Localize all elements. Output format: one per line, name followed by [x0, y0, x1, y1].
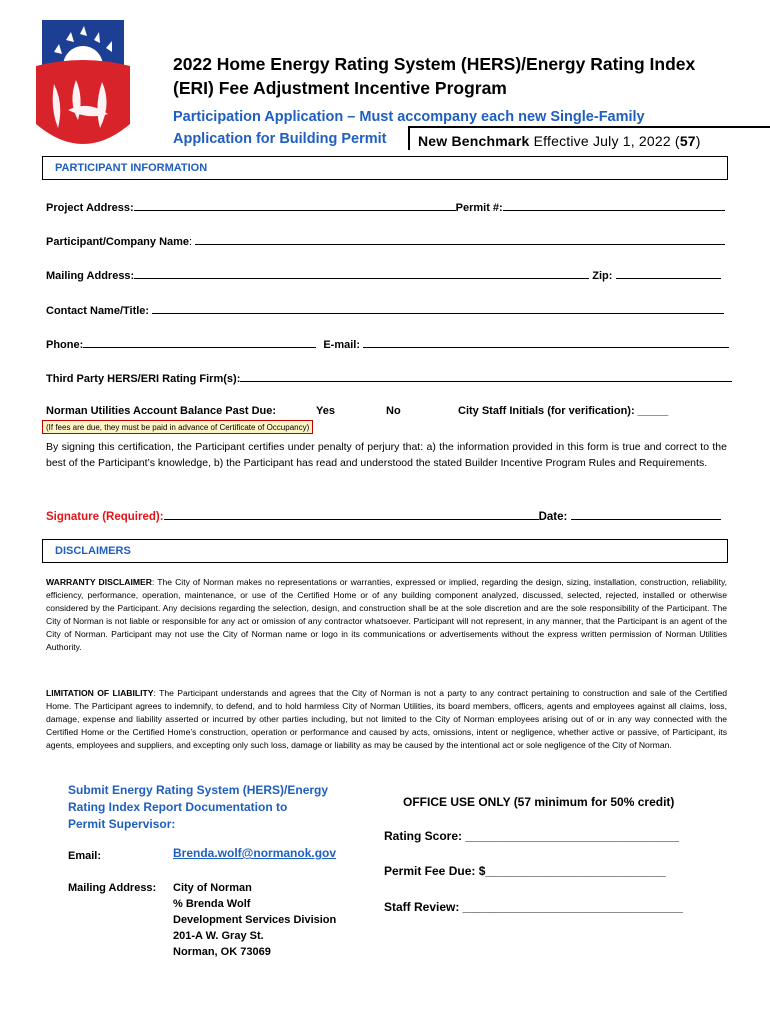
- rating-score-field[interactable]: Rating Score: ________________________________: [384, 829, 679, 843]
- permit-fee-field[interactable]: Permit Fee Due: $___________________________: [384, 864, 666, 878]
- project-address-field[interactable]: [134, 200, 456, 211]
- mailing-field[interactable]: [134, 268, 589, 279]
- email-label: E-mail:: [323, 339, 361, 351]
- phone-label: Phone:: [46, 339, 84, 351]
- effective-close: ): [695, 133, 701, 149]
- title-line-2: (ERI) Fee Adjustment Incentive Program: [173, 78, 507, 98]
- disclaimers-section-title: DISCLAIMERS: [55, 545, 131, 557]
- liability-heading: LIMITATION OF LIABILITY: [46, 688, 154, 698]
- fee-note: (If fees are due, they must be paid in advance of Certificate of Occupancy): [42, 420, 313, 434]
- company-field[interactable]: [195, 234, 725, 245]
- submit-line-2: Rating Index Report Documentation to: [68, 800, 288, 814]
- effective-text: Effective July 1, 2022 (: [533, 133, 680, 149]
- warranty-text: : The City of Norman makes no representations or warranties, expressed or implied, regarding the design, sizing, installation, construction, reliability, efficiency, performance, operation, maintenance, or use of the Certified Home or of any building component analyzed, discussed, selected, rejected, installed or otherwise considered by the Participant. Any decisions regarding the selection, design, and construction shall be at the sole discretion and are the sole responsibility of the Participant. The City of Norman is not liable or responsible for any act or omission of any contractor whatsoever. Participant will not represent, in any manner, that the Participant is an agent of the City of Norman. Participant may not use the City of Norman name or logo in its communications or advertisements without the express written permission of Norman Utilities Authority.: [46, 577, 727, 652]
- permit-field[interactable]: [503, 200, 725, 211]
- signature-field[interactable]: [164, 509, 539, 520]
- address-line: % Brenda Wolf: [173, 898, 251, 910]
- title-line-1: 2022 Home Energy Rating System (HERS)/Energy Rating Index: [173, 54, 696, 74]
- city-seal-logo: [24, 14, 142, 152]
- staff-initials[interactable]: City Staff Initials (for verification): _____: [458, 405, 669, 417]
- warranty-disclaimer: [46, 576, 727, 654]
- submit-line-3: Permit Supervisor:: [68, 817, 176, 831]
- benchmark-box: [408, 126, 770, 150]
- address-line: Development Services Division: [173, 914, 337, 926]
- no-option[interactable]: No: [386, 405, 401, 417]
- phone-field[interactable]: [83, 337, 316, 348]
- signature-label: Signature (Required): [46, 511, 160, 523]
- contact-row: [46, 303, 724, 317]
- phone-email-row: [46, 337, 729, 351]
- warranty-heading: WARRANTY DISCLAIMER: [46, 577, 152, 587]
- participant-section-title: PARTICIPANT INFORMATION: [55, 162, 208, 174]
- date-label: Date: [538, 511, 564, 523]
- subtitle-line-1: Participation Application – Must accompany each new Single-Family: [173, 109, 645, 125]
- zip-field[interactable]: [616, 268, 721, 279]
- contact-label: Contact Name/Title:: [46, 305, 150, 317]
- submit-address: [173, 880, 336, 960]
- office-use-title: OFFICE USE ONLY (57 minimum for 50% credit): [403, 795, 675, 809]
- submit-line-1: Submit Energy Rating System (HERS)/Energy: [68, 783, 329, 797]
- mailing-row: [46, 268, 721, 282]
- participant-section-header: [42, 156, 728, 180]
- subtitle-line-2: Application for Building Permit: [173, 131, 387, 147]
- third-party-field[interactable]: [240, 371, 732, 382]
- liability-disclaimer: [46, 687, 727, 752]
- company-row: Participant/Company Name:: [46, 234, 725, 248]
- address-line: 201-A W. Gray St.: [173, 930, 264, 942]
- certification-text: By signing this certification, the Participant certifies under penalty of perjury that: a) the information provided in this form is true and correct to the best of the Participant’s knowledge, b) the Participant has read and understood the stated Builder Incentive Program Rules and Requirements.: [46, 441, 727, 469]
- company-label: Participant/Company Name: [46, 236, 190, 248]
- liability-text: : The Participant understands and agrees that the City of Norman is not a party to any contract pertaining to construction and sale of the Certified Home. The Participant agrees to indemnify, to defend, and to hold harmless City of Norman Utilities, its board members, officers, agents and employees against all claims, loss, damage, expense and liability asserted or incurred by other parties including, but not limited to the City of Norman employees arising out of or in any way connected with the Certified Home or the Certified Home’s construction, operation or performance and caused by acts, omissions, intent or negligence, whether active or passive, of Participant, its agents, employees and suppliers, and excepting only such loss, damage or liability as may be caused by the intentional act or sole negligence of the City of Norman.: [46, 688, 728, 750]
- staff-review-field[interactable]: Staff Review: _________________________________: [384, 900, 683, 914]
- address-line: City of Norman: [173, 882, 252, 894]
- email-field[interactable]: [363, 337, 729, 348]
- third-party-row: [46, 371, 732, 385]
- third-party-label: Third Party HERS/ERI Rating Firm(s):: [46, 373, 241, 385]
- address-line: Norman, OK 73069: [173, 946, 271, 958]
- date-field[interactable]: [571, 509, 721, 520]
- zip-label: Zip:: [592, 270, 613, 282]
- mailing-label: Mailing Address:: [46, 270, 135, 282]
- balance-label: Norman Utilities Account Balance Past Due:: [46, 405, 277, 417]
- disclaimers-section-header: [42, 539, 728, 563]
- submit-email-link[interactable]: Brenda.wolf@normanok.gov: [173, 846, 337, 860]
- project-address-label: Project Address:: [46, 202, 134, 214]
- benchmark-value: 57: [679, 133, 696, 149]
- benchmark-label: New Benchmark: [418, 133, 530, 149]
- page-title: [173, 52, 733, 100]
- signature-row: Signature (Required): Date:: [46, 509, 721, 523]
- submit-mailing-label: Mailing Address:: [68, 882, 157, 894]
- project-address-row: [46, 200, 725, 214]
- contact-field[interactable]: [152, 303, 724, 314]
- yes-option[interactable]: Yes: [316, 405, 335, 417]
- submit-instructions: [68, 782, 328, 833]
- submit-email-label: Email:: [68, 850, 102, 862]
- permit-label: Permit #:: [455, 202, 503, 214]
